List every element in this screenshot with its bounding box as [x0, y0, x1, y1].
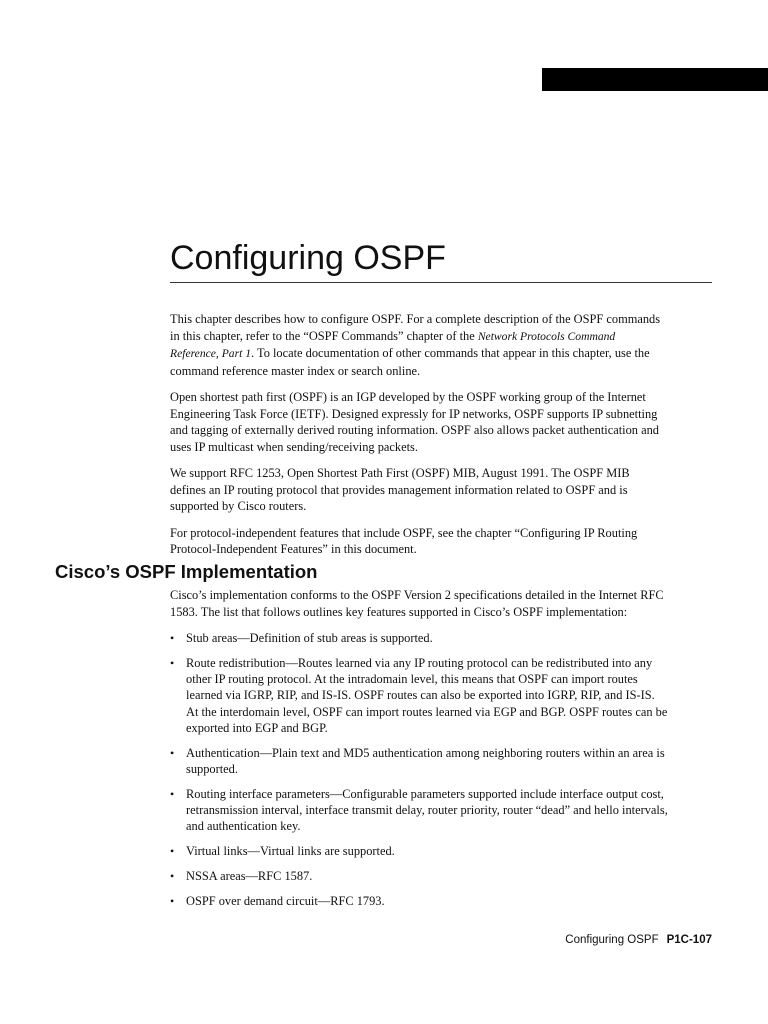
- chapter-intro: [170, 311, 666, 568]
- list-item-text: Routing interface parameters—Configurable parameters supported include interface output cost, retransmission interval, interface transmit delay, router priority, router “dead” and hello intervals, and authentication key.: [186, 786, 668, 834]
- intro-paragraph-4: For protocol-independent features that include OSPF, see the chapter “Configuring IP Routing Protocol-Independent Features” in this document.: [170, 525, 638, 556]
- bullet-icon: •: [170, 655, 175, 670]
- title-divider: [170, 282, 712, 283]
- list-item-text: Virtual links—Virtual links are supported.: [186, 844, 395, 859]
- list-item: [170, 630, 668, 646]
- intro-p1-text-a: This chapter describes how to configure OSPF. For a complete description of the OSPF commands in this chapter, refer to the “OSPF Commands” chapter of the: [170, 312, 661, 343]
- list-item: [170, 655, 668, 736]
- list-item: [170, 745, 668, 778]
- list-item: [170, 786, 668, 835]
- bullet-icon: •: [170, 893, 175, 908]
- intro-paragraph-1: [170, 311, 666, 379]
- book-reference: Network Protocols Command Reference, Part 1: [170, 329, 616, 360]
- list-item-text: Stub areas—Definition of stub areas is supported.: [186, 631, 433, 645]
- list-item: [170, 843, 668, 859]
- list-item: [170, 893, 668, 909]
- intro-paragraph-2: Open shortest path first (OSPF) is an IGP developed by the OSPF working group of the Internet Engineering Task Force (IETF). Designed expressly for IP networks, OSPF supports IP subnetting and tagging of externally derived routing information. OSPF also allows packet authentication and uses IP multicast when sending/receiving packets.: [170, 390, 659, 454]
- list-item-text: Authentication—Plain text and MD5 authentication among neighboring routers within an area is supported.: [186, 745, 665, 777]
- section-body: [170, 587, 668, 918]
- section-heading: Cisco’s OSPF Implementation: [55, 561, 318, 582]
- bullet-icon: •: [170, 745, 175, 760]
- intro-paragraph-3: We support RFC 1253, Open Shortest Path First (OSPF) MIB, August 1991. The OSPF MIB defines an IP routing protocol that provides management information related to OSPF and is supported by Cisco routers.: [170, 466, 630, 513]
- chapter-tab-bar: [542, 68, 768, 91]
- bullet-icon: •: [170, 631, 175, 645]
- bullet-icon: •: [170, 786, 175, 801]
- list-item: [170, 868, 668, 884]
- bullet-icon: •: [170, 844, 175, 859]
- footer-chapter-name: Configuring OSPF: [565, 934, 659, 946]
- intro-p1-text-b: . To locate documentation of other commands that appear in this chapter, use the command reference master index or search online.: [170, 346, 650, 378]
- section-lead-paragraph: Cisco’s implementation conforms to the OSPF Version 2 specifications detailed in the Internet RFC 1583. The list that follows outlines key features supported in Cisco’s OSPF implementation:: [170, 588, 664, 619]
- page-number: P1C-107: [666, 934, 712, 946]
- list-item-text: NSSA areas—RFC 1587.: [186, 869, 313, 884]
- list-item-text: Route redistribution—Routes learned via any IP routing protocol can be redistributed into any other IP routing protocol. At the intradomain level, this means that OSPF can import routes learned via IGRP, RIP, and IS-IS. OSPF routes can also be exported into IGRP, RIP, and IS-IS. At the interdomain level, OSPF can import routes learned via EGP and BGP. OSPF routes can be exported into EGP and BGP.: [186, 655, 668, 735]
- chapter-title: Configuring OSPF: [170, 239, 446, 277]
- page-footer: [565, 932, 712, 948]
- list-item-text: OSPF over demand circuit—RFC 1793.: [186, 893, 385, 908]
- bullet-icon: •: [170, 869, 175, 884]
- feature-list: [170, 630, 668, 909]
